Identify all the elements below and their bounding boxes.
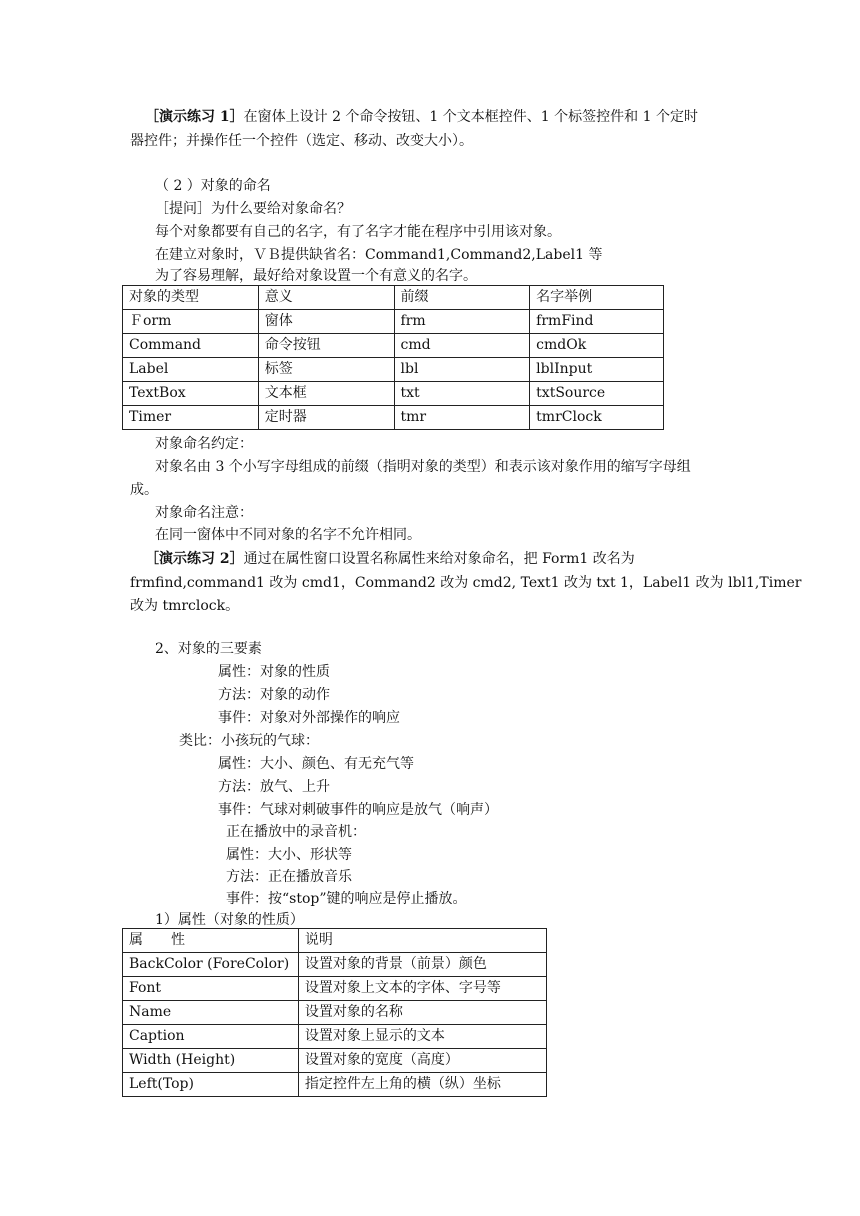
convention-line2: 成。 <box>130 482 158 498</box>
table-cell: cmd <box>394 334 530 358</box>
recorder-prop: 属性：大小、形状等 <box>226 847 352 863</box>
table-cell: txt <box>394 382 530 406</box>
table-cell: lbl <box>394 358 530 382</box>
table-cell: 设置对象的背景（前景）颜色 <box>298 953 546 977</box>
table-cell: BackColor (ForeColor) <box>123 953 299 977</box>
table-cell: Command <box>123 334 259 358</box>
demo2-text: 通过在属性窗口设置名称属性来给对象命名，把 Form1 改名为 <box>243 551 635 567</box>
recorder-title: 正在播放中的录音机： <box>226 824 366 840</box>
demo2-line3: 改为 tmrclock。 <box>130 598 240 614</box>
table-cell: Timer <box>123 406 259 430</box>
table-cell: txtSource <box>530 382 664 406</box>
table-cell: 设置对象的名称 <box>298 1001 546 1025</box>
table-cell: lblInput <box>530 358 664 382</box>
demo2-line2: frmfind,command1 改为 cmd1，Command2 改为 cmd2, Text1 改为 txt 1，Label1 改为 lbl1,Timer <box>130 575 802 591</box>
recorder-method: 方法：正在播放音乐 <box>226 869 352 885</box>
table-row <box>123 1073 547 1097</box>
table-row <box>123 953 547 977</box>
table-header: 说明 <box>298 929 546 953</box>
demo1-line1 <box>145 107 698 127</box>
convention-note: 在同一窗体中不同对象的名字不允许相同。 <box>155 527 421 543</box>
table-cell: 标签 <box>258 358 394 382</box>
table-header: 名字举例 <box>530 286 664 310</box>
naming-p3: 为了容易理解，最好给对象设置一个有意义的名字。 <box>155 268 477 284</box>
table-row <box>123 1049 547 1073</box>
table-cell: 窗体 <box>258 310 394 334</box>
table-cell: 指定控件左上角的横（纵）坐标 <box>298 1073 546 1097</box>
naming-heading: （ 2 ）对象的命名 <box>155 178 271 194</box>
props-heading: 1）属性（对象的性质） <box>155 912 304 928</box>
table-cell: frm <box>394 310 530 334</box>
table-cell: TextBox <box>123 382 259 406</box>
table-cell: Label <box>123 358 259 382</box>
table-row <box>123 1025 547 1049</box>
table-cell: 命令按钮 <box>258 334 394 358</box>
table-cell: Left(Top) <box>123 1073 299 1097</box>
demo1-line2: 器控件；并操作任一个控件（选定、移动、改变大小）。 <box>130 133 473 149</box>
table-cell: tmrClock <box>530 406 664 430</box>
prefix-table <box>122 285 664 430</box>
table-row <box>123 334 664 358</box>
table-row <box>123 977 547 1001</box>
table-header-row <box>123 929 547 953</box>
table-header: 属 性 <box>123 929 299 953</box>
naming-question: ［提问］为什么要给对象命名？ <box>155 201 351 217</box>
elements-prop: 属性：对象的性质 <box>218 664 330 680</box>
demo1-text: 在窗体上设计 2 个命令按钮、1 个文本框控件、1 个标签控件和 1 个定时 <box>243 109 698 125</box>
table-cell: 设置对象的宽度（高度） <box>298 1049 546 1073</box>
elements-event: 事件：对象对外部操作的响应 <box>218 710 400 726</box>
balloon-prop: 属性：大小、颜色、有无充气等 <box>218 756 414 772</box>
table-row <box>123 358 664 382</box>
convention-note-title: 对象命名注意： <box>155 505 253 521</box>
table-cell: Name <box>123 1001 299 1025</box>
table-row <box>123 1001 547 1025</box>
table-row <box>123 406 664 430</box>
table-cell: cmdOk <box>530 334 664 358</box>
elements-analogy: 类比：小孩玩的气球： <box>179 733 319 749</box>
convention-title: 对象命名约定： <box>155 436 253 452</box>
table-cell: 文本框 <box>258 382 394 406</box>
naming-p1: 每个对象都要有自己的名字，有了名字才能在程序中引用该对象。 <box>155 224 561 240</box>
table-cell: Ｆorm <box>123 310 259 334</box>
table-header: 前缀 <box>394 286 530 310</box>
elements-method: 方法：对象的动作 <box>218 687 330 703</box>
table-row <box>123 310 664 334</box>
table-cell: tmr <box>394 406 530 430</box>
naming-p2: 在建立对象时，ＶＢ提供缺省名：Command1,Command2,Label1 等 <box>155 247 603 263</box>
table-cell: Font <box>123 977 299 1001</box>
table-cell: Width (Height) <box>123 1049 299 1073</box>
table-cell: 设置对象上显示的文本 <box>298 1025 546 1049</box>
balloon-method: 方法：放气、上升 <box>218 779 330 795</box>
props-table <box>122 928 547 1097</box>
balloon-event: 事件：气球对刺破事件的响应是放气（响声） <box>218 802 498 818</box>
table-header: 对象的类型 <box>123 286 259 310</box>
table-row <box>123 382 664 406</box>
table-cell: Caption <box>123 1025 299 1049</box>
demo2-tag: ［演示练习 2］ <box>145 551 244 567</box>
elements-heading: 2、对象的三要素 <box>155 641 262 657</box>
demo2-line1 <box>145 549 635 569</box>
table-cell: 定时器 <box>258 406 394 430</box>
convention-line1: 对象名由 3 个小写字母组成的前缀（指明对象的类型）和表示该对象作用的缩写字母组 <box>155 459 691 475</box>
table-header: 意义 <box>258 286 394 310</box>
table-cell: 设置对象上文本的字体、字号等 <box>298 977 546 1001</box>
table-header-row <box>123 286 664 310</box>
table-cell: frmFind <box>530 310 664 334</box>
demo1-tag: ［演示练习 1］ <box>145 109 244 125</box>
recorder-event: 事件：按“stop”键的响应是停止播放。 <box>226 891 467 907</box>
